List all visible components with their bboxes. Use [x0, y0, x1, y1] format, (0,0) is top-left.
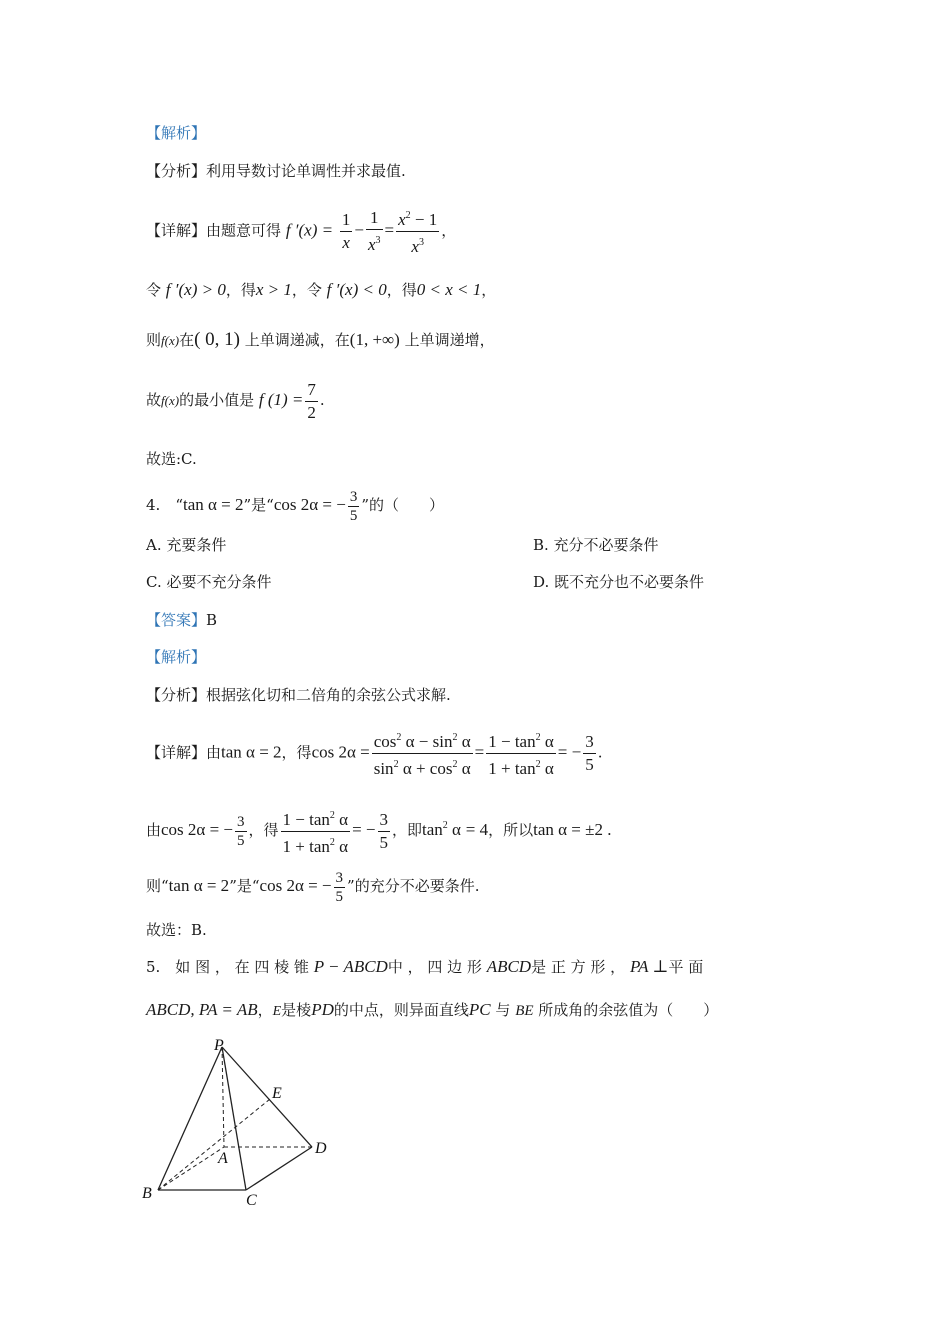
text-increasing: 上单调递增， — [404, 331, 495, 349]
detail-tag-2: 【详解】 — [146, 743, 207, 762]
expr-e: E — [272, 1004, 282, 1019]
detail-tag: 【详解】 — [146, 221, 207, 240]
analysis-tag-2: 【分析】 — [146, 686, 207, 704]
fraction-3-over-5-c: $\frac{3}{5}$ — [237, 813, 245, 849]
text-comma-ling: ，令 — [291, 281, 322, 299]
option-b: B. 充分不必要条件 — [533, 536, 659, 554]
option-d: D. 既不充分也不必要条件 — [533, 573, 705, 591]
text-ze: 则 — [146, 331, 162, 349]
segment-be — [158, 1099, 270, 1190]
fraction-3-over-5-b: $\frac{3}{5}$ — [585, 732, 594, 774]
edge-pc — [222, 1047, 246, 1190]
expr-cos2a-c: cos 2α = − — [259, 876, 332, 895]
text-you: 由 — [206, 743, 222, 762]
text-q5-b: 是棱 — [281, 1001, 312, 1019]
expr-f1: f (1) = — [258, 390, 304, 409]
solution-heading-1: 【解析】 — [146, 124, 207, 142]
text-gu: 故 — [146, 391, 162, 409]
expr-fx: f(x) — [161, 333, 180, 348]
answer-choice-line-2: 故选：B. — [146, 921, 207, 939]
answer-choice-line-1: 故选:C. — [146, 450, 197, 468]
label-d: D — [315, 1140, 327, 1157]
label-p: P — [214, 1037, 224, 1054]
answer-value: B — [206, 611, 218, 629]
expr-fx-2: f(x) — [161, 393, 180, 408]
text-min: 的最小值是 — [179, 391, 255, 409]
expr-abcd: ABCD — [486, 957, 532, 976]
derivative-expr: f ′(x) = — [285, 220, 334, 240]
monotonic-condition-line: 令 f ′(x) > 0，得x > 1，令 f ′(x) < 0，得0 < x < 1， — [146, 280, 497, 299]
expr-eq-4: = 4 — [465, 820, 489, 839]
reverse-line: 由cos 2α = − $\frac{3}{5}$ ，得 $\frac{1 - \tan^2 \alpha}{1 + \tan^2 \alpha}$ = − $\frac{3}{5}$ ，即$\tan^2 \alpha = 4$，所以tan α = ±2 . — [146, 801, 611, 858]
fraction-1-tan-over-1-tan-b: $\frac{1 - \tan^2 \alpha}{1 + \tan^2 \alpha}$ — [281, 805, 351, 858]
question-5-intro: 5. 如 图 ， 在 四 棱 锥 — [146, 958, 309, 976]
label-e: E — [272, 1085, 282, 1102]
question-4-number: 4. — [146, 496, 161, 514]
expr-tan-eq-2-c: tan α = 2 — [168, 876, 230, 895]
expr-pa-perp: PA ⊥ — [629, 957, 669, 976]
analysis-tag: 【分析】 — [146, 162, 207, 180]
expr-be: BE — [515, 1003, 534, 1019]
expr-tan-eq-2-b: tan α = 2 — [221, 742, 282, 762]
option-a: A. 充要条件 — [146, 536, 227, 554]
expr-x-gt1: x > 1 — [255, 280, 292, 299]
expr-abcd-pa-ab: ABCD, PA = AB — [146, 1000, 258, 1019]
text-q5-mid1: 中 ， 四 边 形 — [387, 958, 482, 976]
text-q5-mid2: 是 正 方 形 ， — [531, 958, 626, 976]
pyramid-figure — [140, 1035, 340, 1210]
detail-line-1: 【详解】由题意可得 f ′(x) = $\frac{1}{x}$ − $\frac{1}{x^3}$ = $\frac{x^2 - 1}{x^3}$ ， — [146, 205, 456, 258]
text-de-3: ，得 — [281, 743, 312, 762]
analysis-text: 利用导数讨论单调性并求最值. — [206, 162, 406, 180]
label-b: B — [142, 1185, 152, 1202]
analysis-line-1 — [146, 161, 406, 181]
solution-heading-2: 【解析】 — [146, 648, 207, 666]
label-c: C — [246, 1192, 257, 1209]
question-5-line-2 — [146, 1000, 718, 1022]
question-5-line-1 — [146, 957, 703, 977]
text-q5-comma: ， — [257, 1001, 273, 1019]
text-you-2: 由 — [146, 821, 162, 839]
text-q5-d: 与 — [495, 1001, 511, 1019]
answer-tag: 【答案】 — [146, 611, 207, 629]
fraction-1-tan-over-1-tan: $\frac{1 - \tan^2 \alpha}{1 + \tan^2 \alpha}$ — [486, 727, 556, 780]
edge-pb — [158, 1047, 222, 1190]
interval-0-1: ( 0, 1) — [194, 329, 240, 350]
interval-1-inf: (1, +∞) — [349, 330, 400, 349]
text-de: ，得 — [225, 281, 256, 299]
fraction-7-over-2: $\frac{7}{2}$ — [307, 379, 316, 422]
text-ji: ，即 — [392, 821, 423, 839]
text-ze-2: 则“ — [146, 877, 169, 895]
option-c: C. 必要不充分条件 — [146, 573, 272, 591]
fraction-3-over-5: $\frac{3}{5}$ — [349, 488, 358, 524]
edge-pd — [222, 1047, 312, 1147]
question-4: 4. “tan α = 2”是“cos 2α = − $\frac{3}{5}$ ”的（ ） — [146, 488, 445, 524]
detail-line-2: 【详解】由tan α = 2，得cos 2α = $\frac{\cos^2 \alpha - \sin^2 \alpha}{\sin^2 \alpha + \cos^2 \alpha}$ = $\frac{1 - \tan^2 \alpha}{1 + \tan^2 \alpha}$ = − $\frac{3}{5}$ . — [146, 727, 603, 780]
expr-cos2a-b: cos 2α = − — [161, 820, 234, 839]
fraction-x2-1-over-x3: $\frac{x^2 - 1}{x^3}$ — [396, 205, 439, 258]
text-shi-2: ”是“ — [229, 877, 260, 895]
text-decreasing: 上单调递减，在 — [244, 331, 350, 349]
expr-fprime-lt0: f ′(x) < 0 — [326, 280, 387, 299]
analysis-line-2 — [146, 685, 451, 705]
edge-pa — [222, 1047, 224, 1147]
text-suoyi: ，所以 — [488, 821, 534, 839]
fraction-3-over-5-d: $\frac{3}{5}$ — [379, 809, 388, 852]
expr-range: 0 < x < 1 — [416, 280, 482, 299]
text-q5-e: 所成角的余弦值为（ ） — [538, 1001, 719, 1019]
fraction-1-over-x: $\frac{1}{x}$ — [341, 210, 351, 252]
expr-tan-pm-2: tan α = ±2 . — [533, 820, 612, 839]
text-ling: 令 — [146, 281, 162, 299]
text-zai: 在 — [179, 331, 195, 349]
detail-text: 由题意可得 — [206, 221, 282, 240]
expr-pc: PC — [468, 1000, 491, 1019]
text-q5-c: 的中点，则异面直线 — [333, 1001, 469, 1019]
conclusion-line — [146, 864, 479, 908]
text-de-4: ，得 — [248, 821, 279, 839]
expr-cos2a: cos 2α = − — [273, 495, 346, 514]
fraction-cos-sin-over-sin-cos: $\frac{\cos^2 \alpha - \sin^2 \alpha}{\sin^2 \alpha + \cos^2 \alpha}$ — [372, 727, 473, 780]
text-q5-plane: 平 面 — [668, 958, 704, 976]
expr-fprime-gt0: f ′(x) > 0 — [165, 280, 226, 299]
expr-p-abcd: P − ABCD — [313, 957, 388, 976]
text-shi: ”是“ — [243, 496, 274, 514]
text-de-2: ，得 — [386, 281, 417, 299]
expr-pd: PD — [311, 1000, 334, 1019]
monotonic-result-line — [146, 330, 495, 351]
label-a: A — [218, 1150, 228, 1167]
fraction-1-over-x3: $\frac{1}{x^3}$ — [367, 208, 381, 254]
text-conclusion: ”的充分不必要条件. — [347, 877, 480, 895]
fraction-3-over-5-e: $\frac{3}{5}$ — [335, 869, 344, 905]
answer-line — [146, 610, 217, 630]
min-value-line: 故f(x)的最小值是 f (1) = $\frac{7}{2}$ . — [146, 379, 325, 422]
question-4-tail: ”的（ ） — [361, 496, 445, 514]
analysis-text-2: 根据弦化切和二倍角的余弦公式求解. — [206, 686, 451, 704]
edge-cd — [246, 1147, 312, 1190]
expr-tan-eq-2: tan α = 2 — [182, 495, 244, 514]
